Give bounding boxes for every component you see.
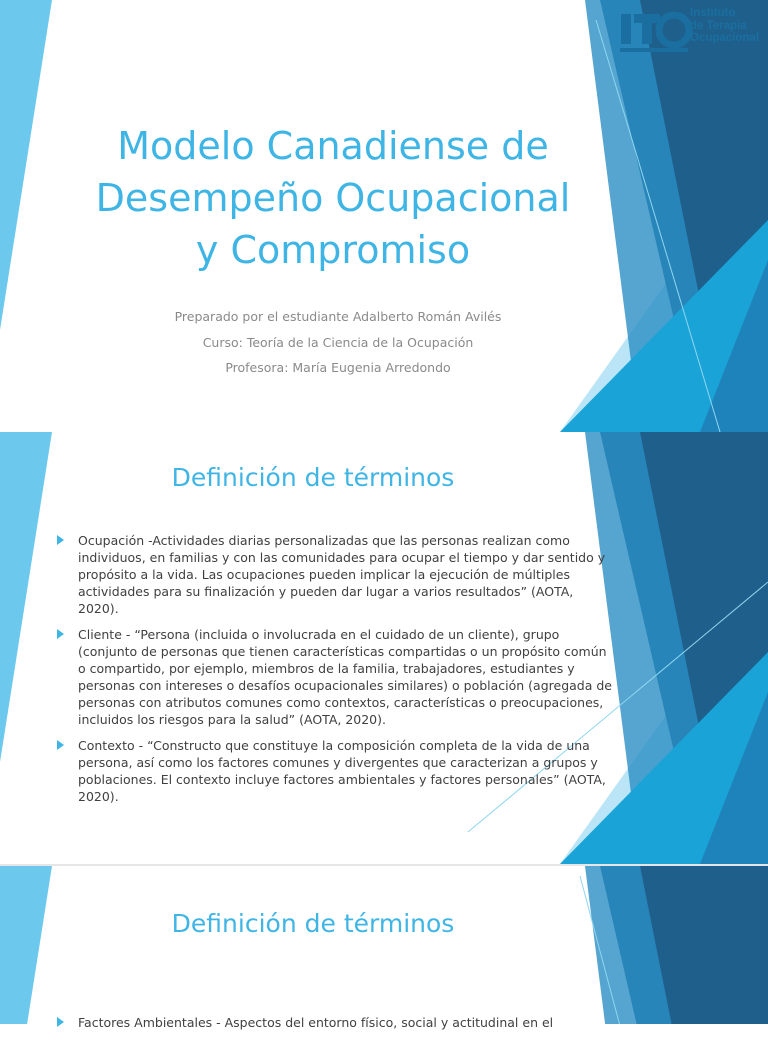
title-slide — [0, 0, 768, 432]
course-line: Curso: Teoría de la Ciencia de la Ocupación — [202, 334, 474, 350]
title-line-3: y Compromiso — [195, 228, 471, 272]
presentation-title — [0, 120, 666, 276]
list-item — [57, 737, 617, 805]
bullet-icon — [57, 1017, 64, 1027]
logo-line-1: Instituto — [690, 7, 736, 19]
bullet-icon — [57, 535, 64, 545]
title-line-2: Desempeño Ocupacional — [95, 176, 571, 220]
logo-line-2: de Terapia — [690, 19, 747, 32]
definitions-list — [57, 532, 617, 814]
bullet-text: Cliente - “Persona (incluida o involucrada en el cuidado de un cliente), grupo (conjunto de personas que tienen características compartidas o un propósito común o compartido, por ejemplo, miembros de la familia, trabajadores, estudiantes y personas con intereses o desafíos ocupacionales similares) o población (agregada de personas con atributos comunes como contextos, características o preocupaciones, incluidos los riesgos para la salud” (AOTA, 2020). — [78, 627, 612, 727]
bullet-text: Contexto - “Constructo que constituye la composición completa de la vida de una persona, así como los factores comunes y divergentes que caracterizan a grupos y poblaciones. El contexto incluye factores ambientales y factores personales” (AOTA, 2020). — [78, 738, 606, 804]
list-item — [57, 626, 617, 728]
list-item — [57, 1014, 577, 1031]
slide-decoration — [0, 866, 768, 1024]
left-accent-shape — [0, 866, 52, 1024]
bullet-text: Ocupación -Actividades diarias personalizadas que las personas realizan como individuos, en familias y con las comunidades para ocupar el tiempo y dar sentido y propósito a la vida. Las ocupaciones pueden implicar la ejecución de múltiples actividades para su finalización y pueden dar lugar a varios resultados” (AOTA, 2020). — [78, 533, 606, 616]
definitions-list — [57, 1014, 577, 1040]
professor-line: Profesora: María Eugenia Arredondo — [225, 360, 451, 375]
list-item — [57, 532, 617, 617]
bullet-text: Factores Ambientales - Aspectos del entorno físico, social y actitudinal en el — [78, 1015, 554, 1030]
bullet-icon — [57, 629, 64, 639]
presentation-subtitle — [0, 304, 676, 381]
slide-title: Definición de términos — [171, 909, 455, 938]
logo-text — [690, 7, 768, 45]
bullet-icon — [57, 740, 64, 750]
logo-line-3: Ocupacional — [690, 32, 760, 44]
slide-title: Definición de términos — [171, 463, 455, 492]
definitions-slide-2 — [0, 866, 768, 1024]
author-line: Preparado por el estudiante Adalberto Román Avilés — [174, 309, 502, 324]
title-line-1: Modelo Canadiense de — [117, 124, 549, 168]
